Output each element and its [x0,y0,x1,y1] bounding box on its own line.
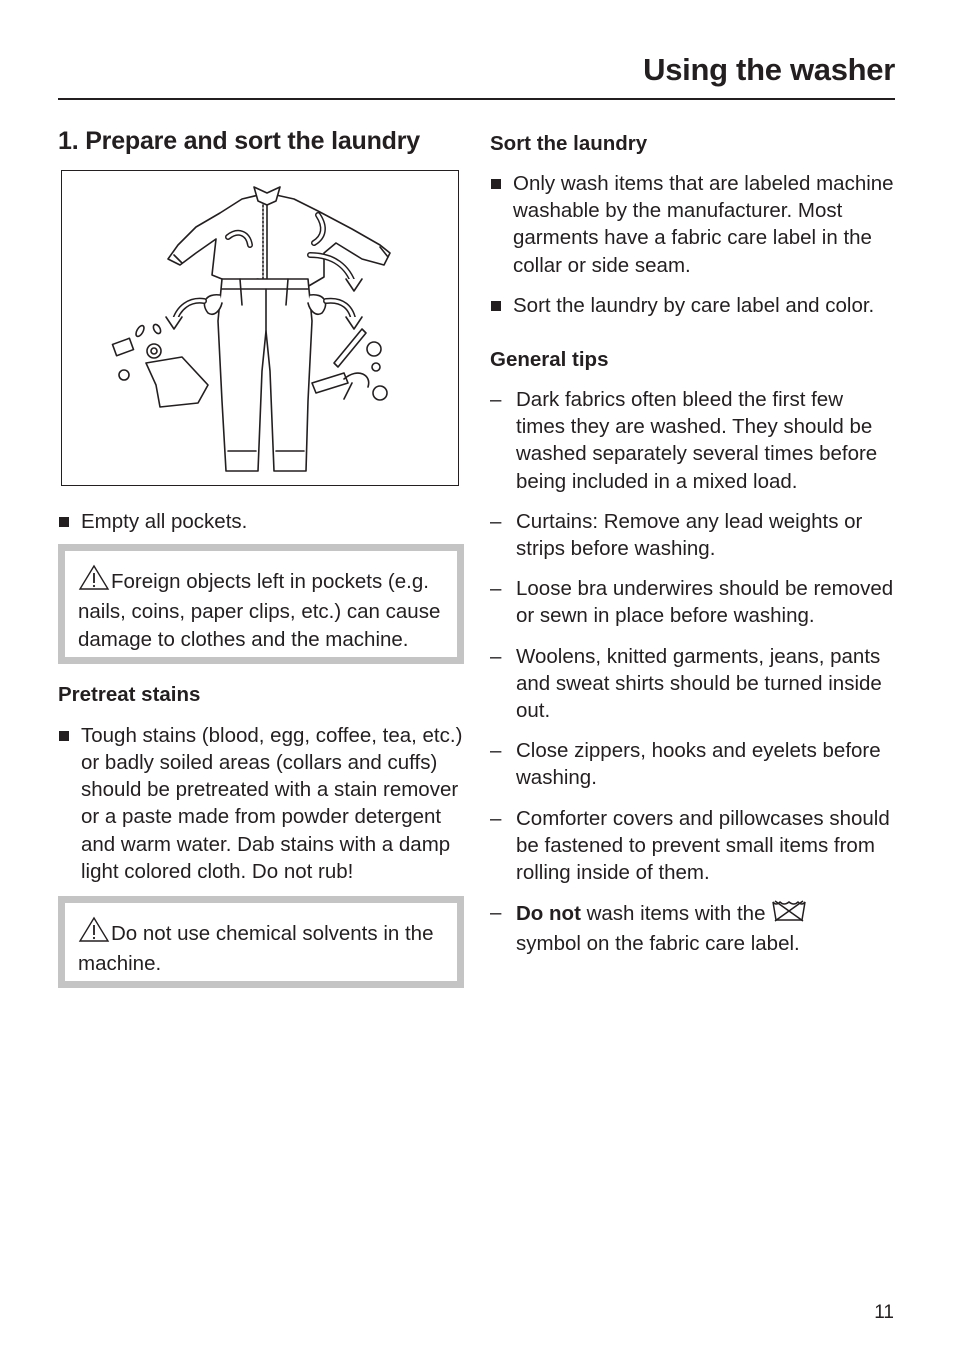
dash-marker: – [490,388,502,412]
tip-item-5 [490,737,895,791]
warning-box-pockets [58,544,464,664]
tip-item-2 [490,508,895,562]
tip-bold-text: Do not [516,902,581,926]
tip-text: Curtains: Remove any lead weights or strips before washing. [516,509,863,561]
warning-triangle-icon [78,564,110,598]
tip-text: Comforter covers and pillowcases should be fastened to prevent small items from rolling inside of them. [516,806,890,885]
empty-pockets-text: Empty all pockets. [81,510,248,533]
tip-item-7 [490,899,895,957]
warning-triangle-icon [78,916,110,950]
dash-marker: – [490,644,502,668]
tip-text: wash items with the [580,902,772,926]
laundry-pockets-illustration-icon [62,171,458,484]
dash-marker: – [490,901,502,925]
laundry-illustration [61,170,459,486]
header-rule [58,98,895,100]
pretreat-item [58,722,466,885]
sort-item-text: Sort the laundry by care label and color. [513,293,875,317]
warning-box-solvents [58,896,464,988]
tip-text: Dark fabrics often bleed the first few times they are washed. They should be washed separately several times before being included in a mixed load. [516,388,878,493]
warning-solvents-text: Do not use chemical solvents in the machine. [78,922,434,976]
sort-heading: Sort the laundry [490,132,648,155]
dash-marker: – [490,806,502,830]
page-header-title: Using the washer [643,52,895,87]
section-title: 1. Prepare and sort the laundry [58,127,420,155]
dash-marker: – [490,577,502,601]
sort-item-1 [490,170,895,279]
tip-item-3 [490,575,895,629]
tip-text: Woolens, knitted garments, jeans, pants and sweat shirts should be turned inside out. [516,644,882,723]
bullet-square-icon [491,301,501,311]
tip-item-1 [490,386,895,495]
dash-marker: – [490,739,502,763]
do-not-wash-icon [771,899,807,930]
bullet-square-icon [491,179,501,189]
sort-item-2 [490,292,895,319]
empty-pockets-item [58,508,466,535]
bullet-square-icon [59,517,69,527]
sort-item-text: Only wash items that are labeled machine washable by the manufacturer. Most garments have a fabric care label in the collar or side seam. [513,172,894,277]
pretreat-heading: Pretreat stains [58,682,201,706]
right-column [490,130,895,958]
page-number: 11 [874,1302,894,1323]
tips-heading: General tips [490,348,609,372]
tip-text: symbol on the fabric care label. [516,932,800,956]
tip-text: Loose bra underwires should be removed or sewn in place before washing. [516,577,894,628]
tip-text: Close zippers, hooks and eyelets before washing. [516,739,881,790]
left-column [58,125,466,988]
tip-item-4 [490,643,895,725]
tip-item-6 [490,805,895,887]
bullet-square-icon [59,731,69,741]
pretreat-text: Tough stains (blood, egg, coffee, tea, etc.) or badly soiled areas (collars and cuffs) should be pretreated with a stain remover or a paste made from powder detergent and warm water. Dab stains with a damp light colored cloth. Do not rub! [81,723,463,883]
dash-marker: – [490,509,502,533]
warning-pockets-text: Foreign objects left in pockets (e.g. nails, coins, paper clips, etc.) can cause damage to clothes and the machine. [78,570,441,651]
